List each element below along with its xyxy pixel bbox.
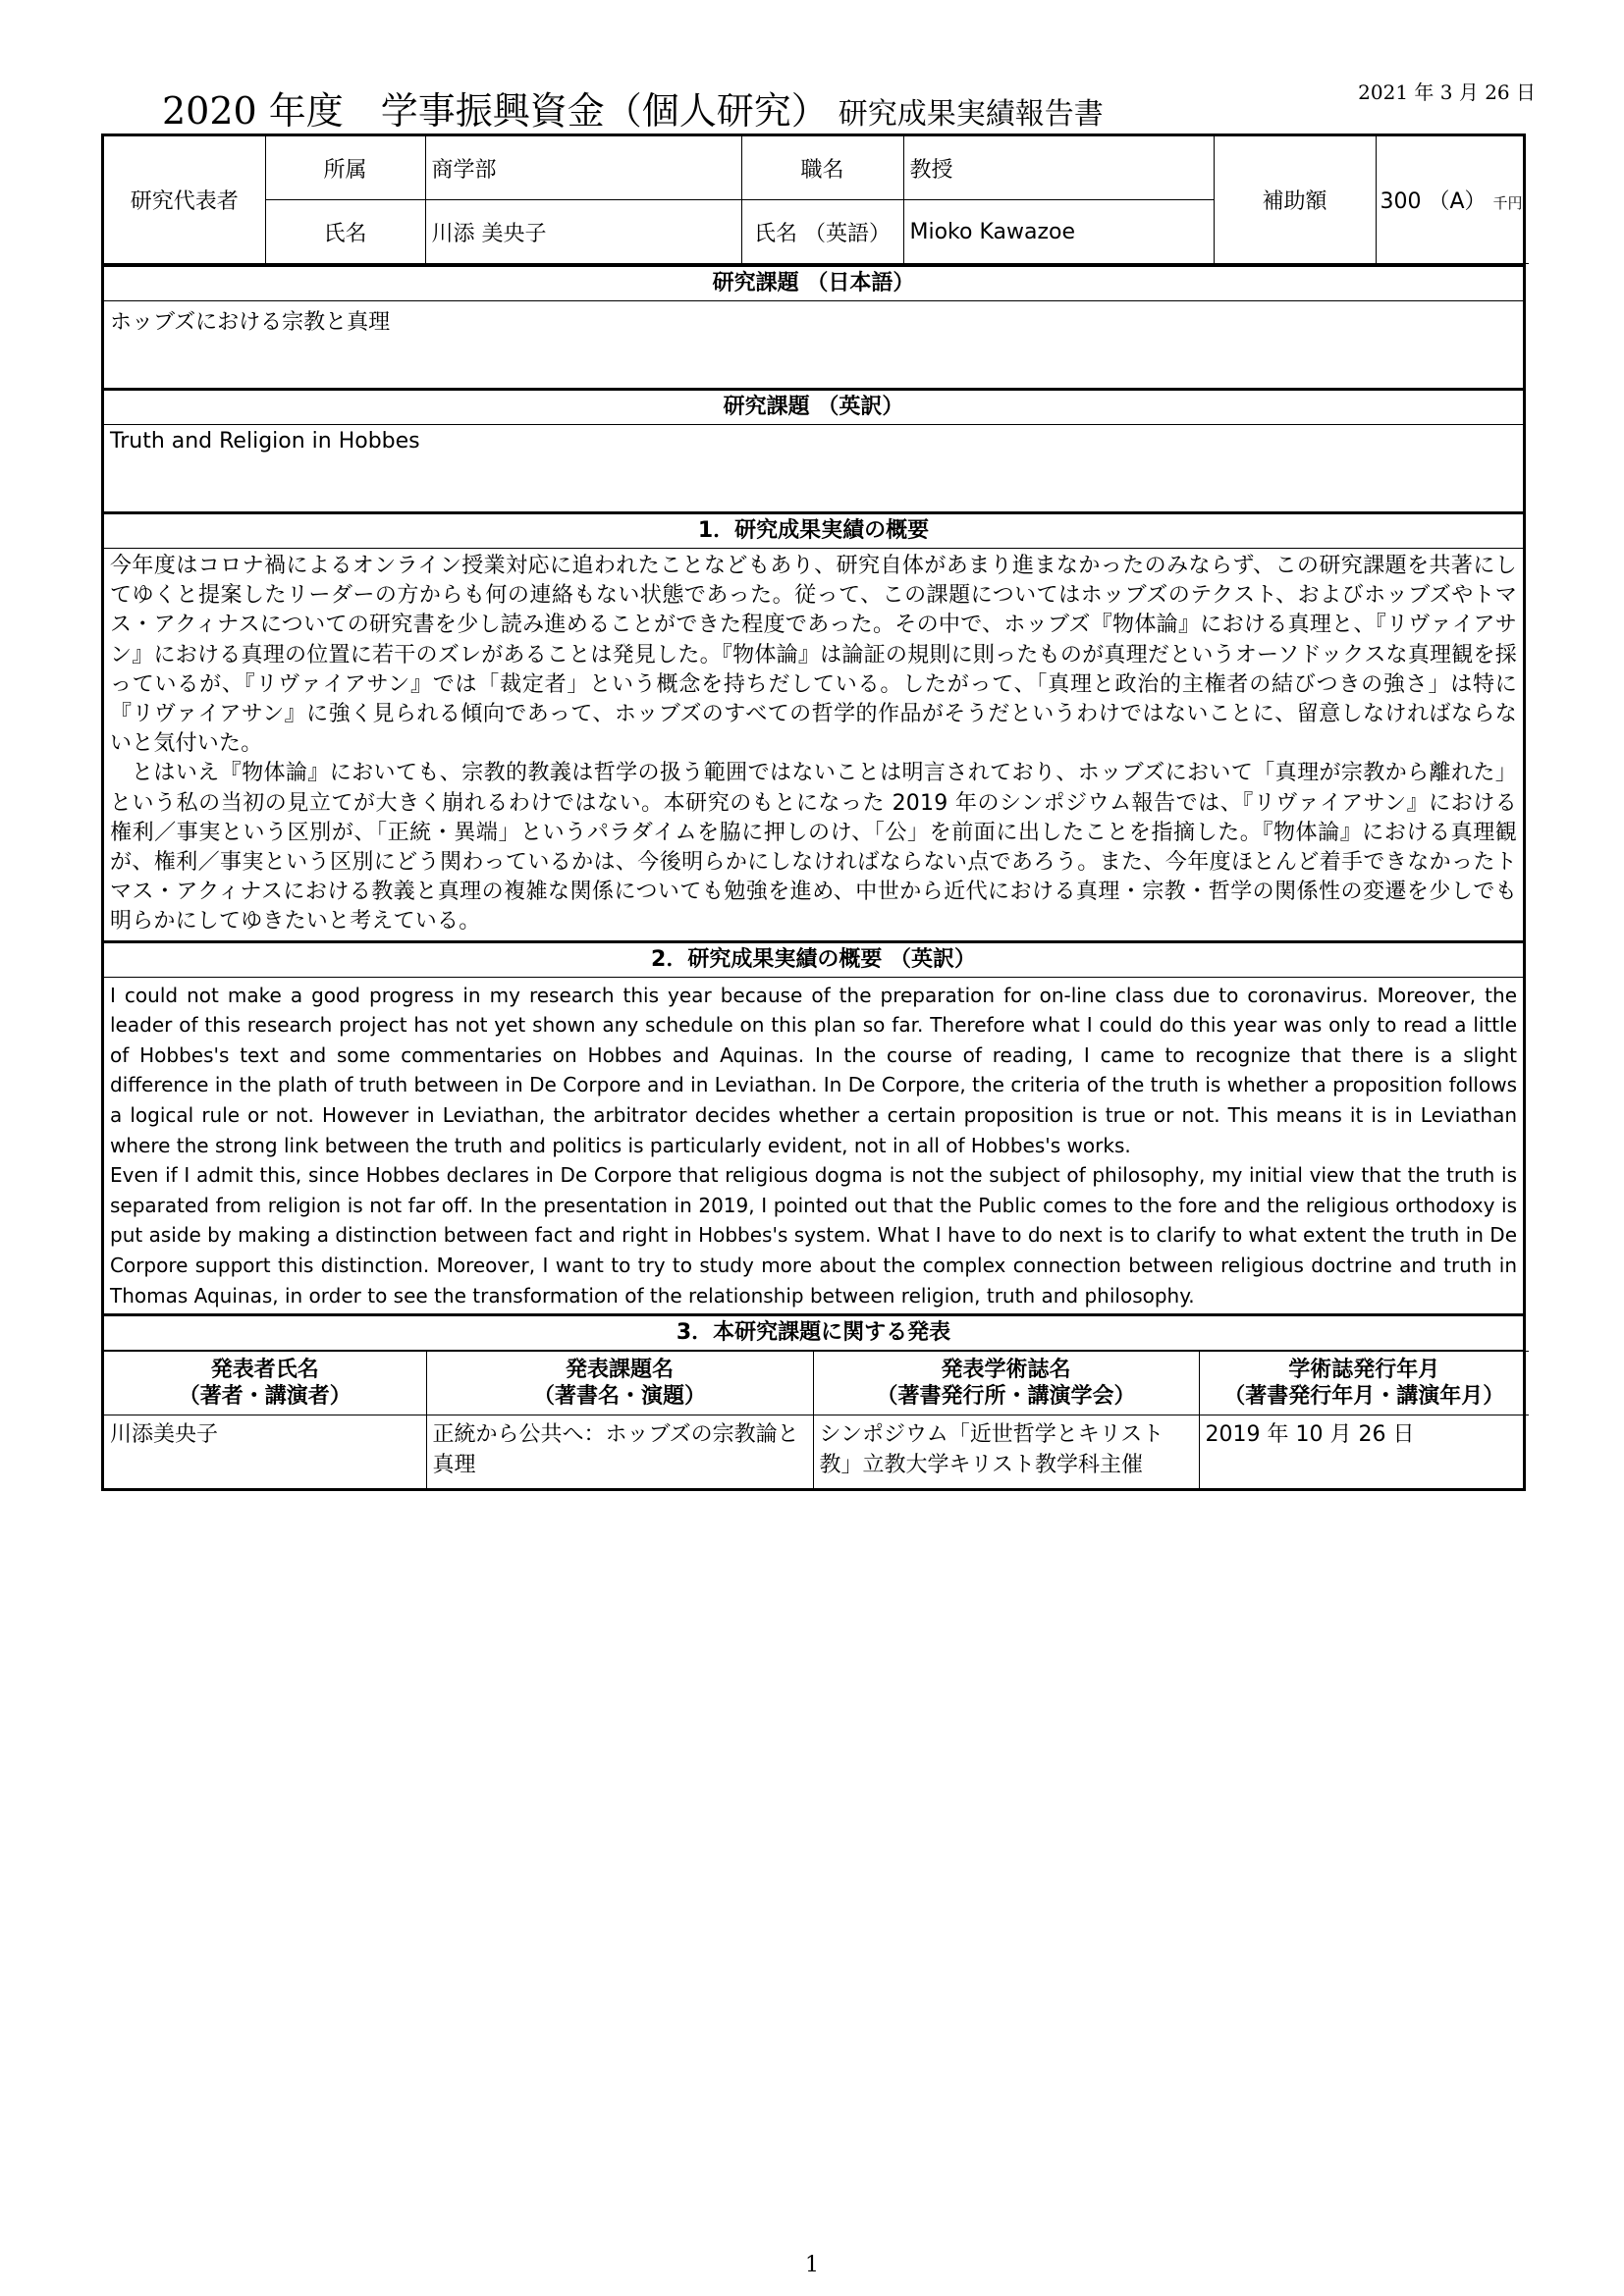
summary-ja-body [104,549,1523,940]
report-date: 2021 年 3 月 26 日 [1358,80,1536,104]
title-sub: 研究成果実績報告書 [838,97,1104,132]
publications-header-row [104,1352,1529,1415]
affiliation-label: 所属 [265,136,425,200]
summary-ja-paragraph-2: とはいえ『物体論』においても、宗教的教義は哲学の扱う範囲ではないことは明言されており、ホッブズにおいて「真理が宗教から離れた」という私の当初の見立てが大きく崩れるわけではない。本研究のもとになった 2019 年のシンポジウム報告では、『リヴァイアサン』における権利／事実という区別が、「正統・異端」というパラダイムを脇に押しのけ、「公」を前面に出したことを指摘した。『物体論』における真理観が、権利／事実という区別にどう関わっているかは、今後明らかにしなければならない点であろう。また、今年度ほとんど着手できなかったトマス・アクィナスにおける教義と真理の複雑な関係についても勉強を進め、中世から近代における真理・宗教・哲学の関係性の変遷を少しでも明らかにしてゆきたいと考えている。 [110,761,1517,934]
pub-date: 2019 年 10 月 26 日 [1199,1415,1529,1489]
publications-heading: 3．本研究課題に関する発表 [104,1313,1523,1351]
page-number: 1 [805,2253,819,2277]
rep-label: 研究代表者 [104,136,265,264]
topic-en-heading: 研究課題 （英訳） [104,388,1523,425]
report-form [101,133,1526,1491]
topic-ja-heading: 研究課題 （日本語） [104,264,1523,301]
name-label: 氏名 [265,200,425,264]
summary-ja-paragraph-1: 今年度はコロナ禍によるオンライン授業対応に追われたことなどもあり、研究自体があまり進まなかったのみならず、この研究課題を共著にしてゆくと提案したリーダーの方からも何の連絡もない状態であった。従って、この課題についてはホッブズのテクスト、およびホッブズやトマス・アクィナスについての研究書を少し読み進めることができた程度であった。その中で、ホッブズ『物体論』における真理と、『リヴァイアサン』における真理の位置に若干のズレがあることは発見した。『物体論』は論証の規則に則ったものが真理だというオーソドックスな真理観を採っているが、『リヴァイアサン』では「裁定者」という概念を持ちだしている。したがって、「真理と政治的主権者の結びつきの強さ」は特に『リヴァイアサン』に強く見られる傾向であって、ホッブズのすべての哲学的作品がそうだというわけではないことに、留意しなければならないと気付いた。 [110,554,1517,757]
col-venue-header: 発表学術誌名 （著書発行所・講演学会） [813,1352,1199,1415]
col-date-header: 学術誌発行年月 （著書発行年月・講演年月） [1199,1352,1529,1415]
name-value: 川添 美央子 [425,200,741,264]
name-en-value: Mioko Kawazoe [903,200,1214,264]
grant-label: 補助額 [1214,136,1376,264]
topic-ja-text: ホッブズにおける宗教と真理 [110,310,391,335]
summary-en-body [104,978,1523,1314]
grant-amount: 300 （A） [1380,189,1487,214]
summary-en-paragraph-2: Even if I admit this, since Hobbes declares in De Corpore that religious dogma is not the subject of philosophy, my initial view that the truth is separated from religion is not far off. In the presentation in 2019, I pointed out that the Public comes to the fore and the religious orthodoxy is put aside by making a distinction between fact and right in Hobbes's system. What I have to do next is to clarify to what extent the truth in De Corpore support this distinction. Moreover, I want to try to study more about the complex connection between religious doctrine and truth in Thomas Aquinas, in order to see the transformation of the relationship between religion, truth and philosophy. [110,1163,1517,1308]
summary-ja-heading: 1．研究成果実績の概要 [104,511,1523,549]
summary-en-paragraph-1: I could not make a good progress in my research this year because of the preparation for on-line class due to coronavirus. Moreover, the leader of this research project has not yet shown any schedule on this plan so far. Therefore what I could do this year was only to read a little of Hobbes's text and some commentaries on Hobbes and Aquinas. In the course of reading, I came to recognize that there is a slight difference in the plath of truth between in De Corpore and in Leviathan. In De Corpore, the criteria of the truth is whether a proposition follows a logical rule or not. However in Leviathan, the arbitrator decides whether a certain proposition is true or not. This means it is in Leviathan where the strong link between the truth and politics is particularly evident, not in all of Hobbes's works. [110,983,1517,1157]
position-value: 教授 [903,136,1214,200]
title-main: 2020 年度 学事振興資金（個人研究） [162,89,829,133]
report-title [162,80,1104,134]
affiliation-value: 商学部 [425,136,741,200]
pub-title: 正統から公共へ：ホッブズの宗教論と真理 [426,1415,813,1489]
table-row [104,1415,1529,1489]
grant-unit: 千円 [1492,194,1523,212]
topic-en-text: Truth and Religion in Hobbes [110,429,420,454]
name-en-label: 氏名 （英語） [741,200,903,264]
col-presenter-header: 発表者氏名 （著者・講演者） [104,1352,426,1415]
position-label: 職名 [741,136,903,200]
info-table [104,136,1529,264]
col-title-header: 発表課題名 （著書名・演題） [426,1352,813,1415]
pub-venue: シンポジウム「近世哲学とキリスト教」立教大学キリスト教学科主催 [813,1415,1199,1489]
pub-presenter: 川添美央子 [104,1415,426,1489]
publications-table [104,1351,1529,1488]
grant-value [1376,136,1529,264]
summary-en-heading: 2．研究成果実績の概要 （英訳） [104,940,1523,978]
